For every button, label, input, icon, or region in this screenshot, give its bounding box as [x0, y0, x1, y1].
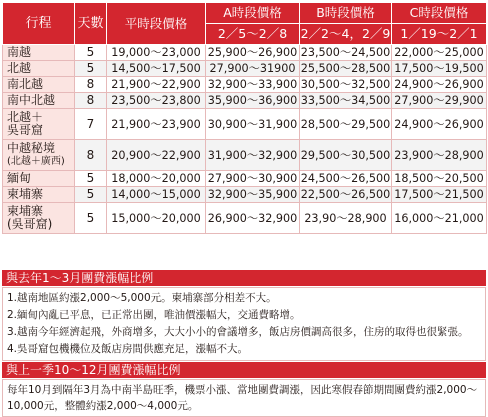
c-price-cell: 17,500～19,500 — [392, 61, 487, 77]
route-cell — [3, 203, 75, 234]
a-price-cell: 30,900～31,900 — [206, 109, 300, 140]
header-c-dates: 1／19～2／1 — [392, 24, 487, 45]
header-c-price: C時段價格 — [392, 3, 487, 24]
a-price-cell: 32,900～35,900 — [206, 187, 300, 203]
a-price-cell: 25,900～26,900 — [206, 45, 300, 61]
b-price-cell: 33,500～34,500 — [300, 94, 391, 107]
table-header-row — [3, 3, 487, 24]
route-cell: 南中北越 — [3, 93, 75, 109]
c-price-cell: 18,500～20,500 — [392, 171, 487, 187]
table-row — [3, 45, 487, 61]
header-regular-price: 平時段價格 — [107, 3, 206, 45]
b-price-cell: 24,500～26,500 — [300, 172, 391, 185]
regular-price-cell: 23,500～23,800 — [107, 93, 206, 109]
c-price-cell: 24,900～26,900 — [392, 109, 487, 140]
route-line-2: (吳哥窟) — [7, 217, 53, 231]
note-item: 每年10月到隔年3月為中南半島旺季，機票小漲、當地團費調漲，因此寒假春節期間團費約漲2,000～ — [7, 384, 478, 396]
note-item: 3.越南今年經濟起飛，外商增多，大大小小的會議增多，飯店房價調高很多，住房的取得也很緊張。 — [7, 326, 469, 338]
days-cell: 8 — [75, 93, 107, 109]
c-price-cell: 16,000～21,000 — [392, 203, 487, 234]
days-cell: 5 — [75, 61, 107, 77]
header-route: 行程 — [3, 3, 75, 45]
a-price-cell: 32,900～33,900 — [206, 77, 300, 93]
notes-last-quarter — [2, 379, 486, 417]
header-a-price: A時段價格 — [206, 3, 300, 24]
a-price-cell: 27,900～30,900 — [206, 171, 300, 187]
b-price-cell: 22,500～26,500 — [300, 188, 391, 201]
regular-price-cell: 14,000～15,000 — [107, 187, 206, 203]
route-line-1: 北越＋ — [7, 110, 44, 124]
table-row — [3, 93, 487, 109]
section-title-last-quarter: 與上一季10～12月團費漲幅比例 — [2, 362, 486, 378]
table-row — [3, 203, 487, 234]
route-cell: 南越 — [3, 45, 75, 61]
section-title-last-year: 與去年1～3月團費漲幅比例 — [2, 270, 486, 286]
note-item: 2.緬甸內亂已平息，已正常出團，唯油價漲幅大，交通費略增。 — [7, 309, 301, 321]
regular-price-cell: 14,500～17,500 — [107, 61, 206, 77]
table-row — [3, 171, 487, 187]
b-price-cell: 30,500～32,500 — [300, 78, 391, 91]
regular-price-cell: 19,000～23,000 — [107, 45, 206, 61]
a-price-cell: 27,900～31900 — [206, 61, 300, 77]
notes-last-year — [2, 287, 486, 361]
note-item: 4.吳哥窟包機機位及飯店房間供應充足，漲幅不大。 — [7, 343, 249, 355]
note-item: 10,000元，整體約漲2,000～4,000元。 — [7, 400, 199, 412]
route-line-1: 柬埔寨 — [7, 204, 44, 218]
days-cell: 8 — [75, 77, 107, 93]
route-cell: 柬埔寨 — [3, 187, 75, 203]
regular-price-cell: 20,900～22,900 — [107, 140, 206, 171]
table-row — [3, 109, 487, 140]
table-row — [3, 77, 487, 93]
regular-price-cell: 21,900～23,900 — [107, 109, 206, 140]
days-cell: 5 — [75, 45, 107, 61]
a-price-cell: 31,900～32,900 — [206, 140, 300, 171]
table-row — [3, 187, 487, 203]
header-a-dates: 2／5～2／8 — [206, 24, 300, 45]
table-row — [3, 61, 487, 77]
days-cell: 7 — [75, 109, 107, 140]
a-price-cell: 26,900～32,900 — [206, 203, 300, 234]
route-cell — [3, 109, 75, 140]
header-b-dates: 2／2～4，2／9 — [300, 24, 392, 45]
c-price-cell: 22,000～25,000 — [392, 45, 487, 61]
note-item: 1.越南地區約漲2,000～5,000元。柬埔寨部分相差不大。 — [7, 292, 277, 304]
header-b-price: B時段價格 — [300, 3, 392, 24]
route-cell — [3, 140, 75, 171]
route-cell: 南北越 — [3, 77, 75, 93]
a-price-cell: 35,900～36,900 — [206, 93, 300, 109]
b-price-cell: 23,500～24,500 — [300, 46, 391, 59]
route-line-1: 中越秘境 — [7, 141, 56, 155]
days-cell: 5 — [75, 203, 107, 234]
c-price-cell: 23,900～28,900 — [392, 140, 487, 171]
b-price-cell: 28,500～29,500 — [300, 109, 392, 140]
price-table — [2, 2, 487, 234]
c-price-cell: 27,900～29,900 — [392, 93, 487, 109]
c-price-cell: 17,500～21,500 — [392, 187, 487, 203]
regular-price-cell: 15,000～20,000 — [107, 203, 206, 234]
route-cell: 北越 — [3, 61, 75, 77]
header-days: 天數 — [75, 3, 107, 45]
days-cell: 8 — [75, 140, 107, 171]
route-line-2: (北越＋廣西) — [7, 156, 65, 167]
table-row — [3, 140, 487, 171]
route-line-2: 吳哥窟 — [7, 123, 44, 137]
b-price-cell: 29,500～30,500 — [300, 140, 392, 171]
days-cell: 5 — [75, 171, 107, 187]
days-cell: 5 — [75, 187, 107, 203]
route-cell: 緬甸 — [3, 171, 75, 187]
b-price-cell: 23,90～28,900 — [300, 203, 392, 234]
b-price-cell: 25,500～28,500 — [300, 62, 391, 75]
regular-price-cell: 18,000～20,000 — [107, 171, 206, 187]
regular-price-cell: 21,900～22,900 — [107, 77, 206, 93]
c-price-cell: 24,900～26,900 — [392, 77, 487, 93]
